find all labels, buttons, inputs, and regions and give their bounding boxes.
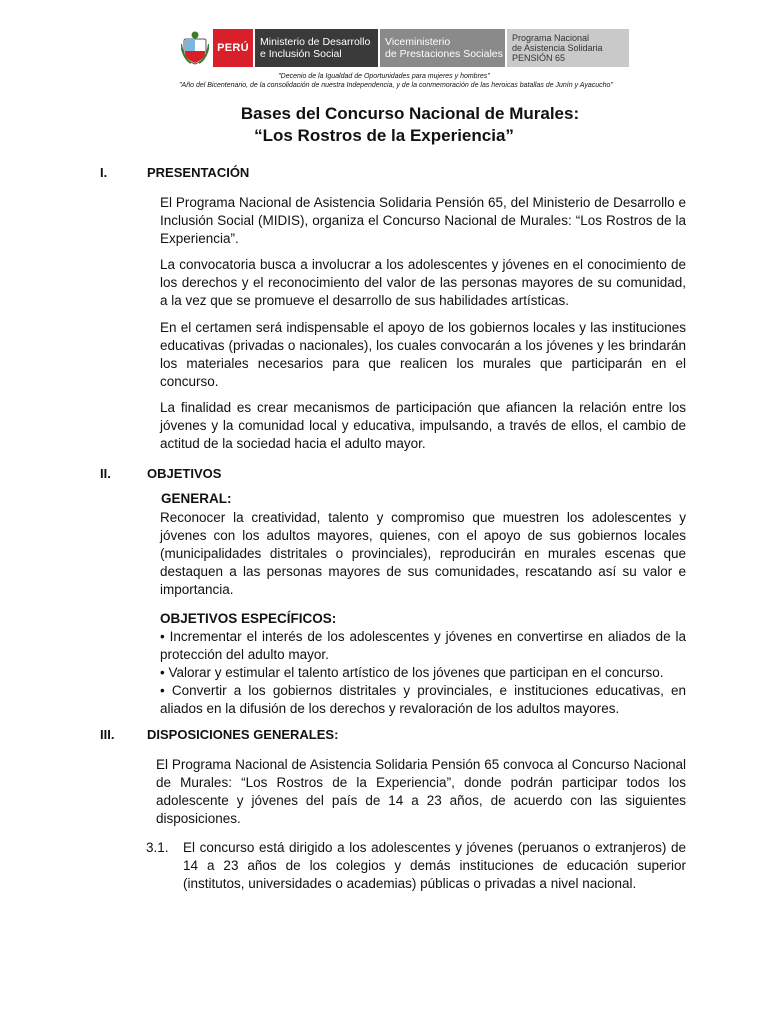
ministry-block [255, 29, 378, 67]
program-block [507, 29, 629, 67]
viceministry-line-1: Viceministerio [385, 36, 451, 48]
document-subtitle: “Los Rostros de la Experiencia” [254, 126, 514, 145]
subsection-title: GENERAL: [161, 491, 232, 506]
section-title: OBJETIVOS [147, 466, 222, 481]
document-title: Bases del Concurso Nacional de Murales: [240, 104, 580, 123]
paragraph: La convocatoria busca a involucrar a los adolescentes y jóvenes en el conocimiento de los derechos y el reconocimiento del valor de las personas mayores de su comunidad, a la vez que se promueve el desarrollo de sus habilidades artísticas. [160, 257, 686, 308]
decenio-line: "Decenio de la Igualdad de Oportunidades para mujeres y hombres" [278, 73, 490, 80]
viceministry-block [380, 29, 505, 67]
clause-number: 3.1. [146, 840, 169, 855]
ministry-line-1: Ministerio de Desarrollo [260, 36, 371, 48]
paragraph: La finalidad es crear mecanismos de participación que afiancen la relación entre los jóvenes y la comunidad local y educativa, impulsando, a través de ellos, el cambio de actitud de la sociedad hacia el adulto mayor. [160, 400, 686, 451]
section-number: III. [100, 727, 115, 742]
coat-of-arms-icon [181, 30, 209, 66]
paragraph: El Programa Nacional de Asistencia Solidaria Pensión 65 convoca al Concurso Nacional de Murales: “Los Rostros de la Experiencia”, donde podrán participar todos los adolescente y jóvenes del país de 14 a 23 años, de acuerdo con las siguientes disposiciones. [156, 757, 686, 826]
program-line-3: PENSIÓN 65 [512, 53, 566, 63]
peru-logo: PERÚ [213, 29, 253, 67]
paragraph: En el certamen será indispensable el apoyo de los gobiernos locales y las instituciones educativas (privadas o nacionales), los cuales convocarán a los jóvenes y les brindarán los materiales necesarios para que realicen los murales que participarán en el concurso. [160, 320, 686, 389]
section-number: II. [100, 466, 111, 481]
paragraph: El Programa Nacional de Asistencia Solidaria Pensión 65, del Ministerio de Desarrollo e Inclusión Social (MIDIS), organiza el Concurso Nacional de Murales: “Los Rostros de la Experiencia”. [160, 195, 686, 246]
viceministry-line-2: de Prestaciones Sociales [385, 48, 503, 60]
program-line-1: Programa Nacional [512, 33, 590, 43]
paragraph: Reconocer la creatividad, talento y compromiso que muestren los adolescentes y jóvenes con los adultos mayores, quienes, con el apoyo de sus gobiernos locales (municipalidades distritales o provinciales), reproducirán en murales escenas que destaquen a las personas mayores de sus comunidades, rescatando así su valor e importancia. [160, 510, 686, 597]
section-title: DISPOSICIONES GENERALES: [147, 727, 339, 742]
list-item: • Valorar y estimular el talento artístico de los jóvenes que participan en el concurso. [160, 664, 686, 682]
clause-text: El concurso está dirigido a los adolescentes y jóvenes (peruanos o extranjeros) de 14 a 23 años de los colegios y demás instituciones de educación superior (institutos, universidades o academias) públicas o privadas a nivel nacional. [183, 840, 686, 891]
subsection-title: OBJETIVOS ESPECÍFICOS: [160, 611, 337, 626]
specific-objectives-list [160, 628, 686, 718]
section-title: PRESENTACIÓN [147, 165, 250, 180]
list-item: • Convertir a los gobiernos distritales y provinciales, e instituciones educativas, en aliados en la difusión de los derechos y revaloración de los adultos mayores. [160, 682, 686, 718]
section-number: I. [100, 165, 108, 180]
program-line-2: de Asistencia Solidaria [512, 43, 603, 53]
institutional-header [181, 29, 629, 67]
year-motto-line: "Año del Bicentenario, de la consolidación de nuestra Independencia, y de la conmemoración de las heroicas batallas de Junín y Ayacucho" [179, 82, 613, 89]
list-item: • Incrementar el interés de los adolescentes y jóvenes en convertirse en aliados de la protección del adulto mayor. [160, 628, 686, 664]
ministry-line-2: e Inclusión Social [260, 48, 342, 60]
